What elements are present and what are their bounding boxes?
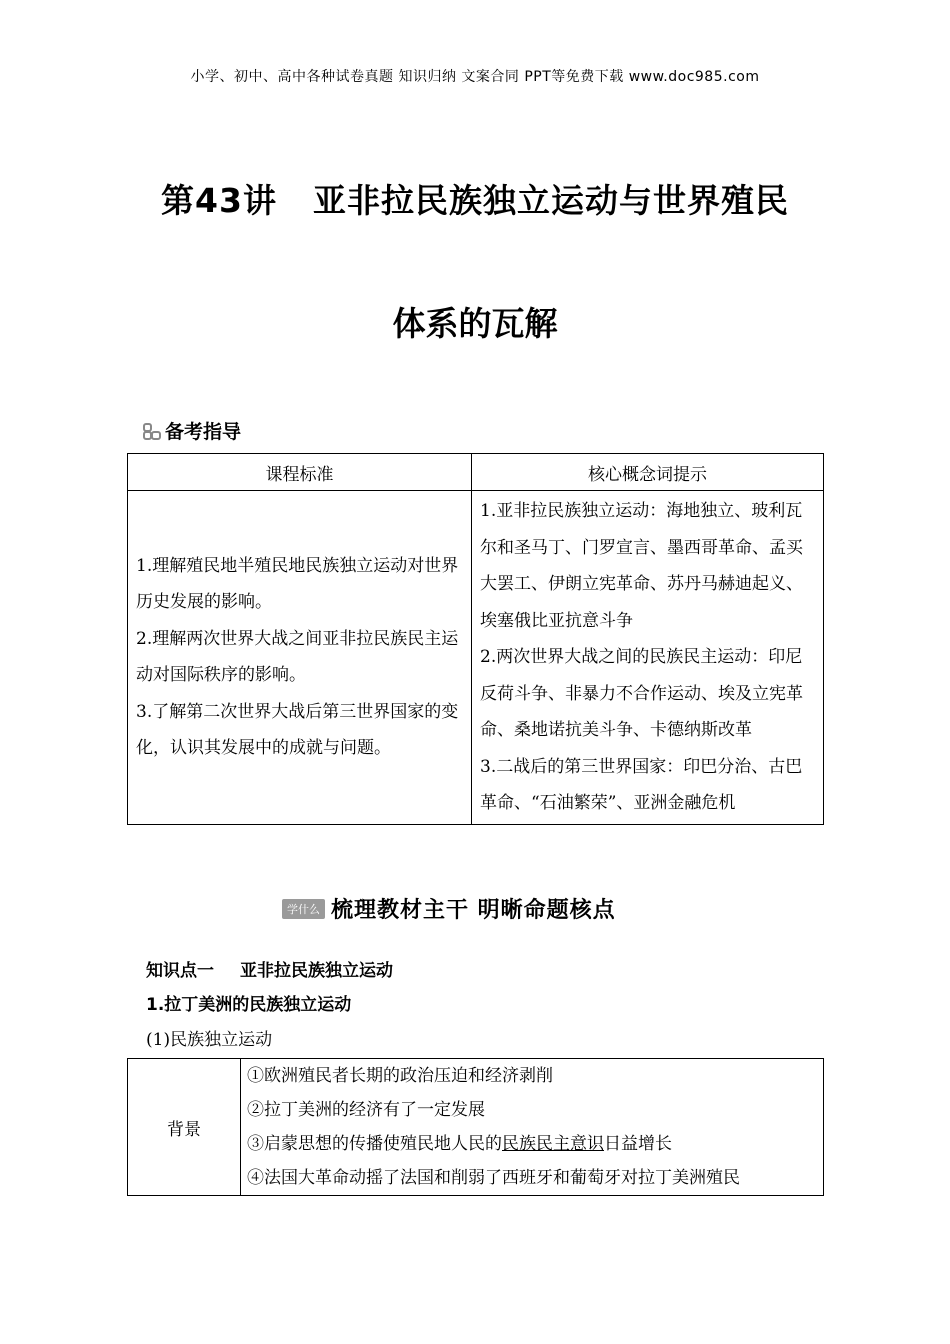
standard-item: 1.理解殖民地半殖民地民族独立运动对世界历史发展的影响。: [136, 555, 459, 613]
knowledge-point-label: 知识点一: [146, 961, 214, 981]
concepts-cell: [472, 491, 824, 825]
col-core-concepts: 核心概念词提示: [472, 454, 824, 491]
knowledge-point-heading: [146, 956, 393, 981]
background-item: ②拉丁美洲的经济有了一定发展: [247, 1100, 485, 1120]
col-course-standard: 课程标准: [128, 454, 472, 491]
lecture-number: 第43讲: [161, 181, 277, 220]
concept-item: 2.两次世界大战之间的民族民主运动：印尼反荷斗争、非暴力不合作运动、埃及立宪革命、桑地诺抗美斗争、卡德纳斯改革: [480, 647, 803, 740]
section-banner: [282, 893, 616, 924]
guide-body-row: [128, 491, 824, 825]
guide-section-label: [143, 417, 241, 444]
standard-item: 3.了解第二次世界大战后第三世界国家的变化，认识其发展中的成就与问题。: [136, 701, 459, 759]
background-items: [241, 1059, 824, 1196]
background-item: ③启蒙思想的传播使殖民地人民的民族民主意识日益增长: [247, 1134, 672, 1154]
knowledge-point-title: 亚非拉民族独立运动: [240, 961, 393, 981]
page-title-line-2: 体系的瓦解: [392, 304, 558, 343]
subheading-1: 1.拉丁美洲的民族独立运动: [146, 995, 352, 1015]
subheading-2: (1)民族独立运动: [146, 1030, 273, 1050]
underlined-term: 民族民主意识: [502, 1134, 604, 1154]
background-table: [127, 1058, 824, 1196]
concept-item: 3.二战后的第三世界国家：印巴分治、古巴革命、“石油繁荣”、亚洲金融危机: [480, 756, 803, 813]
blocks-icon: [143, 423, 161, 439]
guide-table: [127, 453, 824, 825]
guide-section-text: 备考指导: [165, 421, 242, 443]
page-title-line-1: [0, 175, 950, 222]
background-item: ①欧洲殖民者长期的政治压迫和经济剥削: [247, 1066, 553, 1086]
banner-pill: 学什么: [282, 899, 325, 919]
standard-item: 2.理解两次世界大战之间亚非拉民族民主运动对国际秩序的影响。: [136, 628, 459, 686]
header-note: 小学、初中、高中各种试卷真题 知识归纳 文案合同 PPT等免费下载 www.doc985.com: [190, 69, 760, 85]
background-row: [128, 1059, 824, 1196]
guide-header-row: [128, 454, 824, 491]
standards-cell: [128, 491, 472, 825]
background-item: ④法国大革命动摇了法国和削弱了西班牙和葡萄牙对拉丁美洲殖民: [247, 1168, 740, 1188]
background-label: 背景: [128, 1059, 241, 1196]
banner-text: 梳理教材主干 明晰命题核点: [331, 898, 616, 923]
title-text: 亚非拉民族独立运动与世界殖民: [312, 181, 789, 220]
concept-item: 1.亚非拉民族独立运动：海地独立、玻利瓦尔和圣马丁、门罗宣言、墨西哥革命、孟买大罢工、伊朗立宪革命、苏丹马赫迪起义、埃塞俄比亚抗意斗争: [480, 501, 803, 631]
